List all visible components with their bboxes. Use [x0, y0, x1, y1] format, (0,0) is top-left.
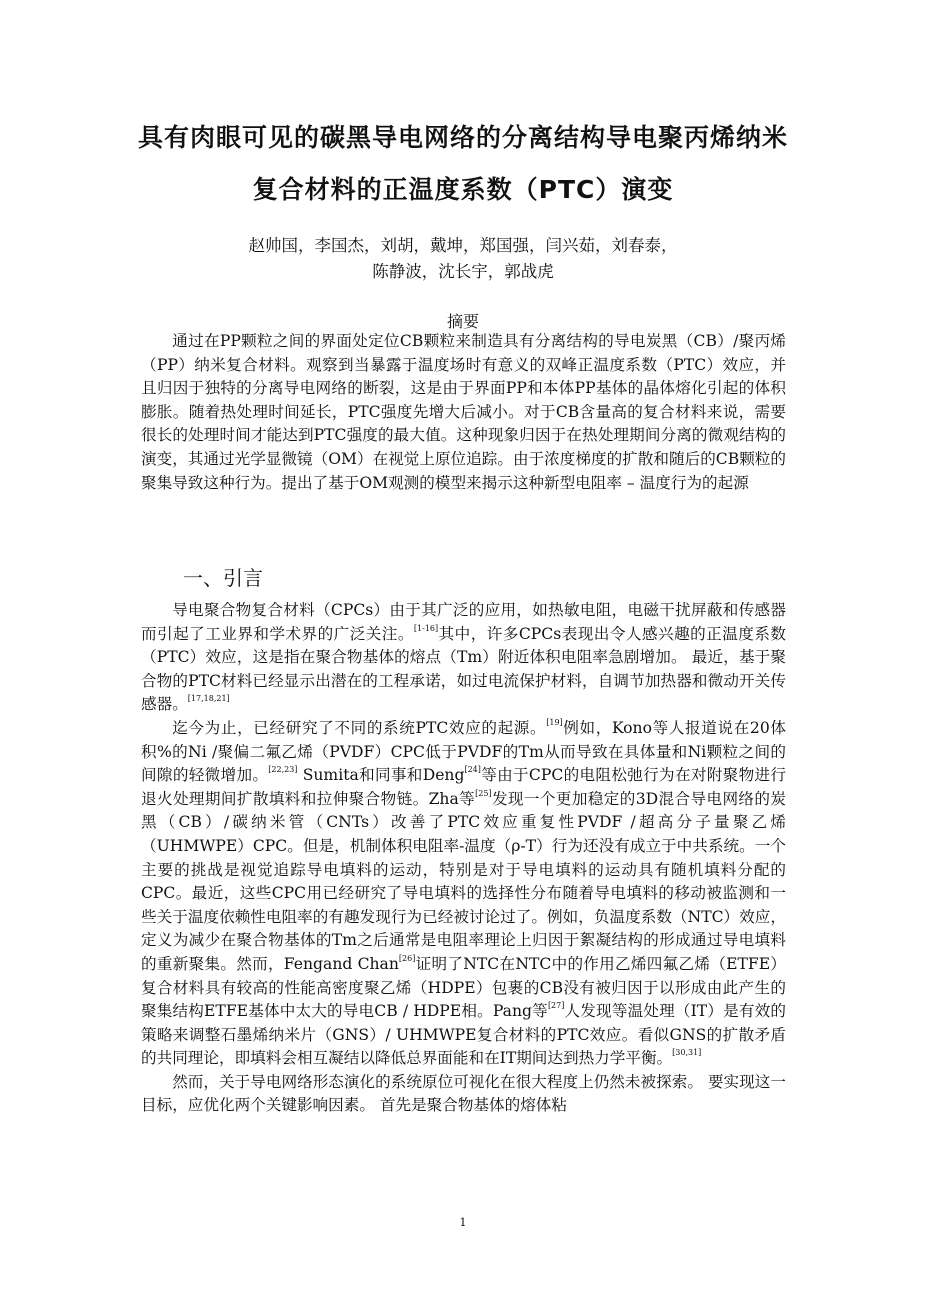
text-run: 导电聚合物复合材料（CPCs）由于其广泛的应用，如热敏电阻，电磁干扰屏蔽和传感器而引起了工业界和学术界的广泛关注。 — [141, 601, 786, 643]
author-list — [100, 233, 826, 285]
abstract-heading: 摘要 — [446, 312, 479, 331]
citation: [1-16] — [413, 623, 439, 633]
citation: [27] — [547, 1001, 565, 1011]
text-run: 然而，关于导电网络形态演化的系统原位可视化在很大程度上仍然未被探索。 要实现这一目标，应优化两个关键影响因素。 首先是聚合物基体的熔体粘 — [141, 1072, 786, 1115]
text-run: 人发现等温处理（IT）是有效的策略来调整石墨烯纳米片（GNS）/ UHMWPE复合材料的PTC效应。看似GNS的扩散矛盾的共同理论，即填料会相互凝结以降低总界面能和在IT期间达到热力学平衡。 — [141, 1002, 787, 1068]
citation: [17,18,21] — [187, 694, 230, 704]
page-number: 1 — [459, 1216, 467, 1229]
authors-line-2: 陈静波，沈长宇，郭战虎 — [372, 262, 554, 281]
citation: [25] — [475, 788, 492, 798]
introduction-body — [141, 599, 786, 1118]
citation: [22,23] — [268, 765, 298, 775]
section-heading-introduction: 一、引言 — [183, 566, 263, 590]
abstract-body — [141, 330, 786, 495]
text-run: Sumita和同事和Deng — [297, 766, 465, 785]
text-run: 证明了NTC在NTC中的作用乙烯四氟乙烯（ETFE）复合材料具有较高的性能高密度聚乙烯（HDPE）包裹的CB没有被归因于以形成由此产生的聚集结构ETFE基体中太大的导电CB / HDPE相。Pang等 — [141, 954, 786, 1021]
title-line-2: 复合材料的正温度系数（PTC）演变 — [252, 175, 674, 204]
citation: [19] — [546, 717, 563, 727]
citation: [26] — [398, 953, 416, 963]
text-run: 发现一个更加稳定的3D混合导电网络的炭黑（CB）/碳纳米管（CNTs）改善了PTC效应重复性PVDF /超高分子量聚乙烯（UHMWPE）CPC。但是，机制体积电阻率-温度（ρ-T）行为还没有成立于中共系统。一个主要的挑战是视觉追踪导电填料的运动，特别是对于导电填料的运动具有随机填料分配的CPC。最近，这些CPC用已经研究了导电填料的选择性分布随着导电填料的移动被监测和一些关于温度依赖性电阻率的有趣发现行为已经被讨论过了。例如，负温度系数（NTC）效应，定义为减少在聚合物基体的Tm之后通常是电阻率理论上归因于絮凝结构的形成通过导电填料的重新聚集。然而，Fengand Chan — [141, 789, 786, 973]
intro-paragraph-3 — [141, 1071, 786, 1118]
abstract-paragraph: 通过在PP颗粒之间的界面处定位CB颗粒来制造具有分离结构的导电炭黑（CB）/聚丙烯（PP）纳米复合材料。观察到当暴露于温度场时有意义的双峰正温度系数（PTC）效应，并且归因于独特的分离导电网络的断裂，这是由于界面PP和本体PP基体的晶体熔化引起的体积膨胀。随着热处理时间延长，PTC强度先增大后减小。对于CB含量高的复合材料来说，需要很长的处理时间才能达到PTC强度的最大值。这种现象归因于在热处理期间分离的微观结构的演变，其通过光学显微镜（OM）在视觉上原位追踪。由于浓度梯度的扩散和随后的CB颗粒的聚集导致这种行为。提出了基于OM观测的模型来揭示这种新型电阻率 – 温度行为的起源 — [141, 332, 786, 492]
intro-paragraph-2 — [141, 717, 786, 1071]
text-run: 其中，许多CPCs表现出令人感兴趣的正温度系数（PTC）效应，这是指在聚合物基体的熔点（Tm）附近体积电阻率急剧增加。 最近，基于聚合物的PTC材料已经显示出潜在的工程承诺，如过电流保护材料，自调节加热器和微动开关传感器。 — [141, 624, 786, 714]
citation: [30,31] — [672, 1048, 702, 1058]
text-run: 等由于CPC的电阻松弛行为在对附聚物进行退火处理期间扩散填料和拉伸聚合物链。Zha等 — [141, 766, 786, 808]
citation: [24] — [464, 765, 481, 775]
intro-paragraph-1 — [141, 599, 786, 717]
text-run: 迄今为止，已经研究了不同的系统PTC效应的起源。 — [172, 718, 547, 737]
title-line-1: 具有肉眼可见的碳黑导电网络的分离结构导电聚丙烯纳米 — [137, 123, 788, 152]
text-run: 例如，Kono等人报道说在20体积%的Ni /聚偏二氟乙烯（PVDF）CPC低于PVDF的Tm从而导致在具体量和Ni颗粒之间的间隙的轻微增加。 — [141, 718, 786, 785]
authors-line-1: 赵帅国，李国杰，刘胡，戴坤，郑国强，闫兴茹，刘春泰， — [248, 236, 678, 255]
